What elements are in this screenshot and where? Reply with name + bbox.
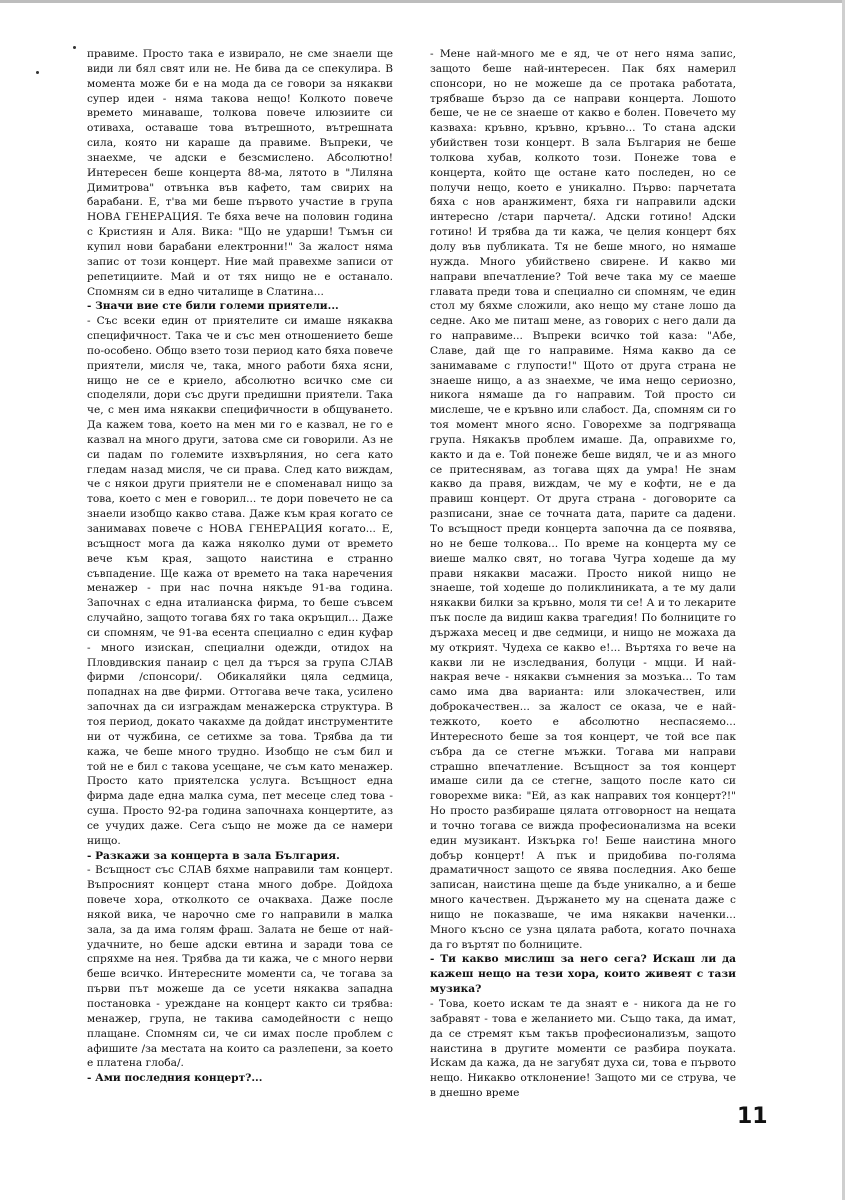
paragraph: - Със всеки един от приятелите си имаше някаква специфичност. Така че и със мен отношението беше по-особено. Общо взето този период като бяха повече приятели, мисля че, така, много работи бяха ясни, нищо не се е криело, абсолютно всичко сме си споделяли, дори със други предишни приятели. Така че, с мен има някакви специфичности в общуването. Да кажем това, което на мен ми го е казвал, не го е казвал на много други, затова сме си говорили. Аз не си падам по големите изхвърляния, но сега като гледам назад мисля, че си права. След като виждам, че с някои други приятели не е споменавал нищо за това, което с мен е говорил... те дори повечето не са знаели изобщо какво става. Даже към края когато се занимавах повече с НОВА ГЕНЕРАЦИЯ когато... Е, всъщност мога да кажа няколко думи от времето вече към края, защото наистина е странно съвпадение. Ще кажа от времето на така наречения менажер - при нас почна някъде 91-ва година. Започнах с една италианска фирма, то беше съвсем случайно, защото тогава бях го така окръщил... Даже си спомням, че 91-ва есента специално с един куфар - много изискан, специални одежди, отидох на Пловдивския панаир с цел да търся за група СЛАВ фирми /спонсори/. Обикаляйки цяла седмица, попаднах на две фирми. Оттогава вече така, усилено започнах да си изграждам менажерска структура. В тоя период, докато чакахме да дойдат инструментите ни от чужбина, се сетихме за това. Трябва да ти кажа, че беше много трудно. Изобщо не съм бил и той не е бил с такова усещане, че съм като менажер. Просто като приятелска услуга. Всъщност една фирма даде една малка сума, пет месеце след това - суша. Просто 92-ра година започнаха концертите, аз се учудих даже. Сега също не може да се намери нищо. (87, 315, 393, 847)
right-column (430, 47, 736, 1101)
interview-question: - Ами последния концерт?... (87, 1072, 263, 1085)
interview-question: - Ти какво мислиш за него сега? Искаш ли да кажеш нещо на тези хора, които живеят с тази музика? (430, 953, 736, 996)
paragraph: правиме. Просто така е извирало, не сме знаели ще види ли бял свят или не. Не бива да се спекулира. В момента може би е на мода да се говори за някакви супер идеи - няма такова нещо! Колкото повече времето минаваше, толкова повече илюзиите си отиваха, оставаше това вътрешното, вътрешната сила, която ни караше да правиме. Въпреки, че знаехме, че адски е безсмислено. Абсолютно! Интересен беше концерта 88-ма, лятото в "Лиляна Димитрова" отвънка във кафето, там свирих на барабани. Е, т'ва ми беше първото участие в група НОВА ГЕНЕРАЦИЯ. Те бяха вече на половин година с Кристиян и Аля. Вика: "Що не ударши! Тъмън си купил нови барабани електронни!" За жалост няма запис от този концерт. Ние май правехме записи от репетициите. Май и от тях нищо не е останало. Спомням си в едно читалище в Слатина... (87, 48, 393, 298)
paragraph: - Това, което искам те да знаят е - никога да не го забравят - това е желанието ми. Също така, да имат, да се стремят към такъв професионализъм, защото наистина в другите моменти се разбира поуката. Искам да кажа, да не загубят духа си, това е първото нещо. Никакво отклонение! Защото ми се струва, че в днешно време (430, 998, 736, 1100)
page-number: 11 (737, 1104, 768, 1129)
scan-speck (73, 46, 76, 49)
scan-top-edge (0, 0, 845, 3)
paragraph: - Всъщност със СЛАВ бяхме направили там концерт. Въпросният концерт стана много добре. Дойдоха повече хора, отколкото се очакваха. Даже после някой вика, че нарочно сме го направили в малка зала, за да има голям фраш. Залата не беше от най-удачните, но беше адски евтина и заради това се спряхме на нея. Трябва да ти кажа, че с много нерви беше всичко. Интересните моменти са, че тогава за първи път можеше да се усети някаква западна постановка - уреждане на концерт както си трябва: менажер, група, не такива самодейности с нещо плащане. Спомням си, че си имах после проблем с афишите /за местата на които са разлепени, за което е платена глоба/. (87, 864, 393, 1070)
left-column (87, 47, 393, 1086)
interview-question: - Значи вие сте били големи приятели... (87, 300, 339, 313)
scan-speck (36, 71, 39, 74)
interview-question: - Разкажи за концерта в зала България. (87, 849, 340, 862)
paragraph: - Мене най-много ме е яд, че от него няма запис, защото беше най-интересен. Пак бях намерил спонсори, но не можеше да се протака работата, трябваше бързо да се направи концерта. Лошото беше, че не се знаеше от какво е болен. Повечето му казваха: кръвно, кръвно, кръвно... То стана адски убийствен този концерт. В зала България не беше толкова хубав, колкото този. Понеже това е концерта, който ще остане като последен, но се получи нещо, което е уникално. Първо: парчетата бяха с нов аранжимент, бяха ги направили адски интересно /стари парчета/. Адски готино! Адски готино! И трябва да ти кажа, че целия концерт бях долу във публиката. Тя не беше много, но нямаше нужда. Много убийствено свирене. И какво ми направи впечатление? Той вече така му се маеше главата преди това и специално си спомням, че един стол му бяхме сложили, ако нещо му стане лошо да седне. Ако ме питаш мене, аз говорих с него дали да го направиме... Въпреки всичко той каза: "Абе, Славе, дай ще го направиме. Няма какво да се занимаваме с глупости!" Щото от друга страна не знаеше нищо, а аз знаехме, че има нещо сериозно, никога нямаше да го направим. Той просто си мислеше, че е кръвно или слабост. Да, спомням си го тоя момент много ясно. Говорехме за подгряваща група. Някакъв проблем имаше. Да, оправихме го, както и да е. Той понеже беше видял, че и аз много се притеснявам, аз тогава щях да умра! Не знам какво да правя, виждам, че му е кофти, не е да правиш концерт. От друга страна - договорите са разписани, знае се точната дата, парите са дадени. То всъщност преди концерта започна да се появява, но не беше толкова... По време на концерта му се виеше малко свят, но тогава Чугра ходеше да му прави някакви масажи. Просто никой нищо не знаеше, той ходеше до поликлиниката, а те му дали някакви билки за кръвно, моля ти се! А и то лекарите пък после да видиш каква трагедия! По болниците го държаха месец и две седмици, и нищо не можаха да му открият. Чудеха се какво е!... Въртяха го вече на какви ли не изследвания, болуци - мцци. И най-накрая вече - някакви съмнения за мозъка... То там само има два варианта: или злокачествен, или доброкачествен... за жалост се оказа, че е най-тежкото, което е абсолютно неспасяемо... Интересното беше за тоя концерт, че той все пак събра да се стегне мъжки. Тогава ми направи страшно впечатление. Всъщност за тоя концерт имаше сили да се стегне, защото после като си говорехме вика: "Ей, аз как направих тоя концерт?!" Но просто разбираше цялата отговорност на нещата и точно тогава се вижда професионализма на всеки един музикант. Изкърка го! Беше наистина много добър концерт! А пък и придобива по-голяма драматичност защото се явява последния. Ако беше записан, наистина щеше да бъде уникално, а и беше много качествен. Държането му на сцената даже с нищо не показваше, че има някакви наченки... Много късно се узна цялата работа, когато почнаха да го въртят по болниците. (430, 48, 736, 951)
